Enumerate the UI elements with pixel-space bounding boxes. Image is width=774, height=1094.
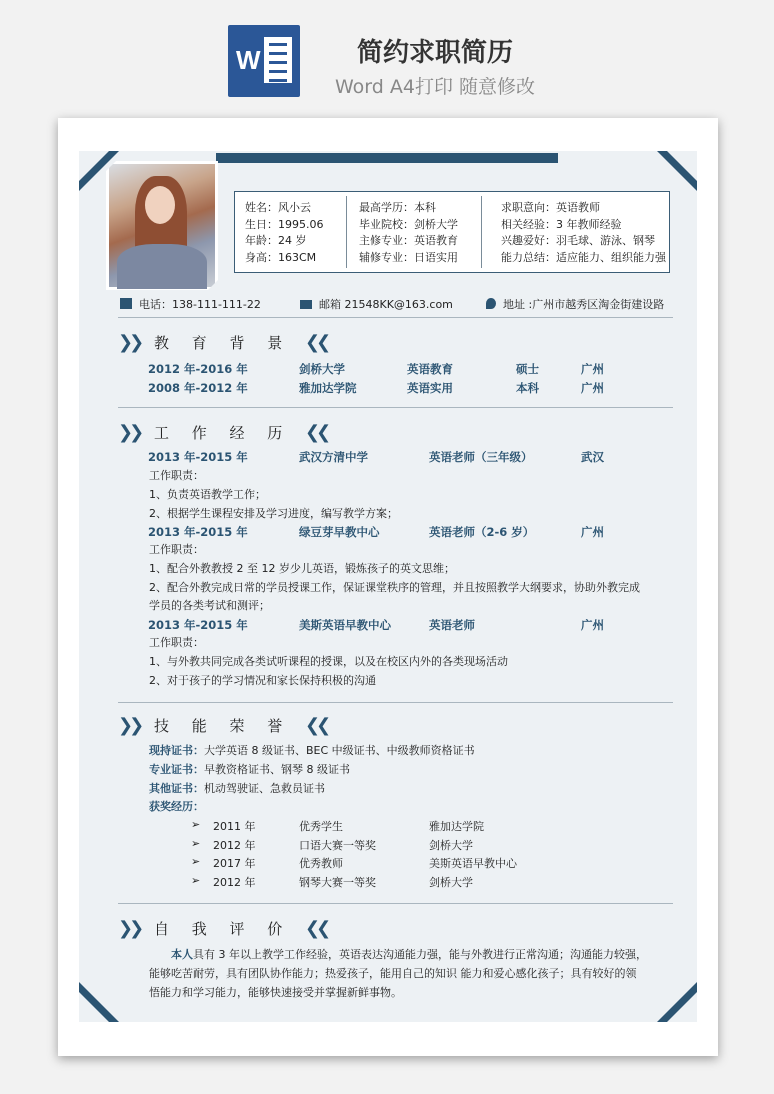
section-education: ❯❯ 教 育 背 景 ❮❮ xyxy=(118,332,328,353)
self-evaluation: 本人具有 3 年以上教学工作经验，英语表达沟通能力强，能与外教进行正常沟通；沟通能力较强， 能够吃苦耐劳，具有团队协作能力；热爱孩子，能用自己的知识 能力和爱心感化孩子；具有较好的领 悟能力和学习能力，能够快速接受并掌握新鲜事物。 xyxy=(149,948,647,999)
info-school: 毕业院校：剑桥大学 xyxy=(359,217,458,231)
page-subtitle: Word A4打印 随意修改 xyxy=(334,76,535,98)
divider xyxy=(118,903,673,904)
work-duties: 工作职责： 1、负责英语教学工作； 2、根据学生课程安排及学习进度，编写教学方案； xyxy=(149,469,398,520)
section-work: ❯❯ 工 作 经 历 ❮❮ xyxy=(118,422,328,443)
section-skills: ❯❯ 技 能 荣 誉 ❮❮ xyxy=(118,715,328,736)
info-height: 身高：163CM xyxy=(245,250,317,264)
section-self: ❯❯ 自 我 评 价 ❮❮ xyxy=(118,918,328,939)
divider xyxy=(118,317,673,318)
work-duties: 工作职责： 1、与外教共同完成各类试听课程的授课，以及在校区内外的各类现场活动 2、对于孩子的学习情况和家长保持积极的沟通 xyxy=(149,636,508,687)
divider xyxy=(118,702,673,703)
info-name: 姓名：风小云 xyxy=(245,201,311,214)
page-title: 简约求职简历 xyxy=(356,38,513,68)
info-hobby: 兴趣爱好：羽毛球、游泳、钢琴 xyxy=(501,234,655,247)
info-major: 主修专业：英语教育 xyxy=(359,234,458,247)
work-duties: 工作职责： 1、配合外教教授 2 至 12 岁少儿英语，锻炼孩子的英文思维； 2、配合外教完成日常的学员授课工作，保证课堂秩序的管理，并且按照教学大纲要求，协助外教完成 学员的各类考试和测评； xyxy=(149,543,640,613)
basic-info-col1 xyxy=(245,200,324,266)
info-experience: 相关经验：3 年教师经验 xyxy=(501,217,622,231)
divider xyxy=(118,407,673,408)
info-age: 年龄：24 岁 xyxy=(245,234,307,247)
phone-icon xyxy=(120,298,132,309)
mail-icon xyxy=(300,300,312,309)
contact-address: 地址 :广州市越秀区淘金街建设路 xyxy=(486,296,664,312)
basic-info-col3 xyxy=(501,200,666,266)
profile-photo xyxy=(106,161,218,290)
basic-info-col2 xyxy=(359,200,458,266)
word-logo-icon xyxy=(228,25,300,97)
basic-info-box xyxy=(234,191,670,273)
word-logo-letter: W xyxy=(236,45,261,75)
info-intent: 求职意向：英语教师 xyxy=(501,201,600,214)
info-degree: 最高学历：本科 xyxy=(359,201,436,214)
contact-phone: 电话：138-111-111-22 xyxy=(120,296,261,312)
location-icon xyxy=(486,298,496,309)
resume-page: 姓名：风小云 生日：1995.06 年龄：24 岁 身高：163CM 最高学历：本科 毕业院校：剑桥大学 主修专业：英语教育 辅修专业：日语实用 求职意向：英语教师 相关经验：3 年教师经验 兴趣爱好：羽毛球、游泳、钢琴 能力总结：适应能力、组织能力强 电话：138-111-111-22 邮箱 21548KK@163.com 地址 :广州市越秀区淘金街建设路 ❯❯ 教 育 背 景 ❮❮ 2012 年-2016 年 剑桥大学 英语教育 硕士 广州 2008 年-2012 年 雅加达学院 英语实用 本科 广州 ❯❯ 工 作 经 历 ❮❮ 2013 年-2015 年 武汉方清中学 英语老师（三年级） 武汉 工作职责： 1、负责英语教学工作； 2、根据学生课程安排及学习进度，编写教学方案； 2013 年-2015 年 绿豆芽早教中心 英语老师（2-6 岁） 广州 工作职责： 1、配合外教教授 2 至 12 岁少儿英语，锻炼孩子的英文思维； 2、配合外教完成日常的学员授课工作，保证课堂秩序的管理，并且按照教学大纲要求，协助外教完成 学员的各类考试和测评； 2013 年-2015 年 美斯英语早教中心 英语老师 广州 工作职责： 1、与外教共同完成各类试听课程的授课，以及在校区内外的各类现场活动 2、对于孩子的学习情况和家长保持积极的沟通 ❯❯ 技 能 荣 誉 ❮❮ 现持证书：大学英语 8 级证书、BEC 中级证书、中级教师资格证书 专业证书：早教资格证书、钢琴 8 级证书 其他证书：机动驾驶证、急救员证书 获奖经历： ➢ 2011 年 优秀学生 雅加达学院 ➢ 2012 年 口语大赛一等奖 剑桥大学 ➢ 2017 年 优秀教师 美斯英语早教中心 ➢ 2012 年 钢琴大赛一等奖 剑桥大学 ❯❯ 自 我 评 价 ❮❮ 本人具有 3 年以上教学工作经验，英语表达沟通能力强，能与外教进行正常沟通；沟通能力较强， 能够吃苦耐劳，具有团队协作能力；热爱孩子，能用自己的知识 能力和爱心感化孩子；具有较好的领 悟能力和学习能力，能够快速接受并掌握新鲜事物。 xyxy=(58,118,718,1056)
info-birthday: 生日：1995.06 xyxy=(245,217,324,231)
info-summary: 能力总结：适应能力、组织能力强 xyxy=(501,250,666,264)
top-accent-bar xyxy=(216,153,558,163)
skills-list: 现持证书：大学英语 8 级证书、BEC 中级证书、中级教师资格证书 专业证书：早教资格证书、钢琴 8 级证书 其他证书：机动驾驶证、急救员证书 获奖经历： xyxy=(149,744,475,814)
info-minor: 辅修专业：日语实用 xyxy=(359,250,458,264)
contact-email: 邮箱 21548KK@163.com xyxy=(300,296,453,312)
